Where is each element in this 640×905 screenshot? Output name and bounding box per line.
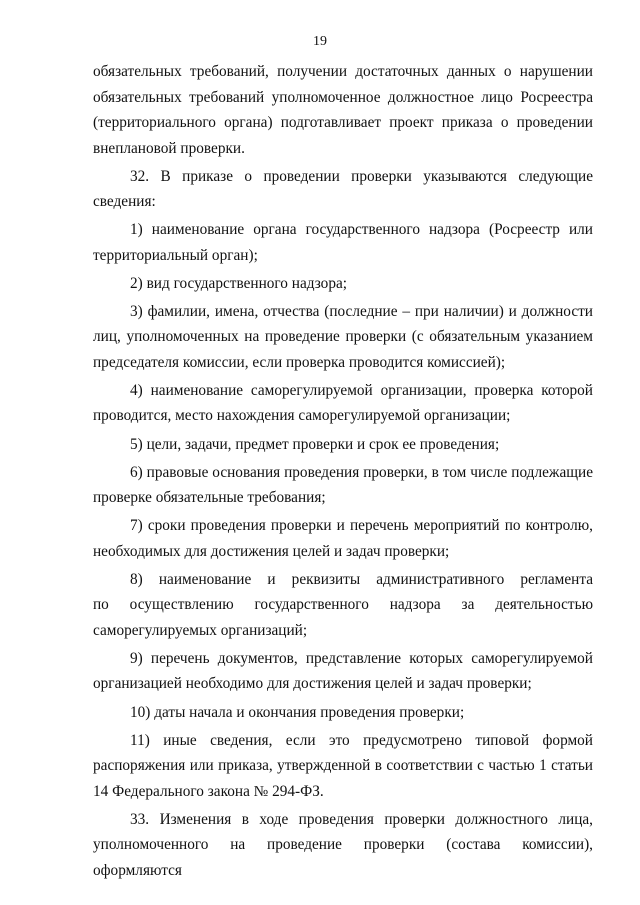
list-item-2: 2) вид государственного надзора; — [130, 274, 348, 292]
paragraph-continuation: обязательных требований, получении достаточных данных о нарушении обязательных требований уполномоченное должностное лицо Росреестра (территориального органа) подготавливает проект приказа о проведении внеплановой проверки. — [93, 63, 593, 157]
list-item-1: 1) наименование органа государственного надзора (Росреестр или территориальный орган); — [93, 221, 593, 264]
list-item-8-line-1: 8) наименование и реквизиты административного регламента — [130, 570, 593, 588]
page-number: 19 — [313, 34, 327, 49]
list-item-3: 3) фамилии, имена, отчества (последние – при наличии) и должности лиц, уполномоченных на проведение проверки (с обязательным указанием председателя комиссии, если проверка проводится комиссией); — [93, 302, 593, 371]
list-item-9: 9) перечень документов, представление которых саморегулируемой организацией необходимо для достижения целей и задач проверки; — [93, 649, 593, 693]
list-item-8-line-3: саморегулируемых организаций; — [93, 621, 308, 639]
list-item-10: 10) даты начала и окончания проведения проверки; — [130, 703, 465, 721]
list-item-11: 11) иные сведения, если это предусмотрено типовой формой распоряжения или приказа, утвержденной в соответствии с частью 1 статьи 14 Федерального закона № 294-ФЗ. — [93, 731, 593, 800]
list-item-6: 6) правовые основания проведения проверки, в том числе подлежащие проверке обязательные требования; — [93, 463, 593, 507]
list-item-4: 4) наименование саморегулируемой организации, проверка которой проводится, место нахождения саморегулируемой организации; — [93, 381, 593, 425]
document-body — [93, 59, 593, 883]
paragraph-32: 32. В приказе о проведении проверки указываются следующие сведения: — [93, 167, 593, 211]
list-item-5: 5) цели, задачи, предмет проверки и срок ее проведения; — [130, 435, 500, 453]
list-item-8-line-2: по осуществлению государственного надзора за деятельностью — [93, 596, 593, 614]
paragraph-33: 33. Изменения в ходе проведения проверки должностного лица, уполномоченного на проведение проверки (состава комиссии), оформляются — [93, 810, 593, 879]
list-item-8 — [93, 567, 593, 644]
list-item-7: 7) сроки проведения проверки и перечень мероприятий по контролю, необходимых для достижения целей и задач проверки; — [93, 517, 593, 560]
